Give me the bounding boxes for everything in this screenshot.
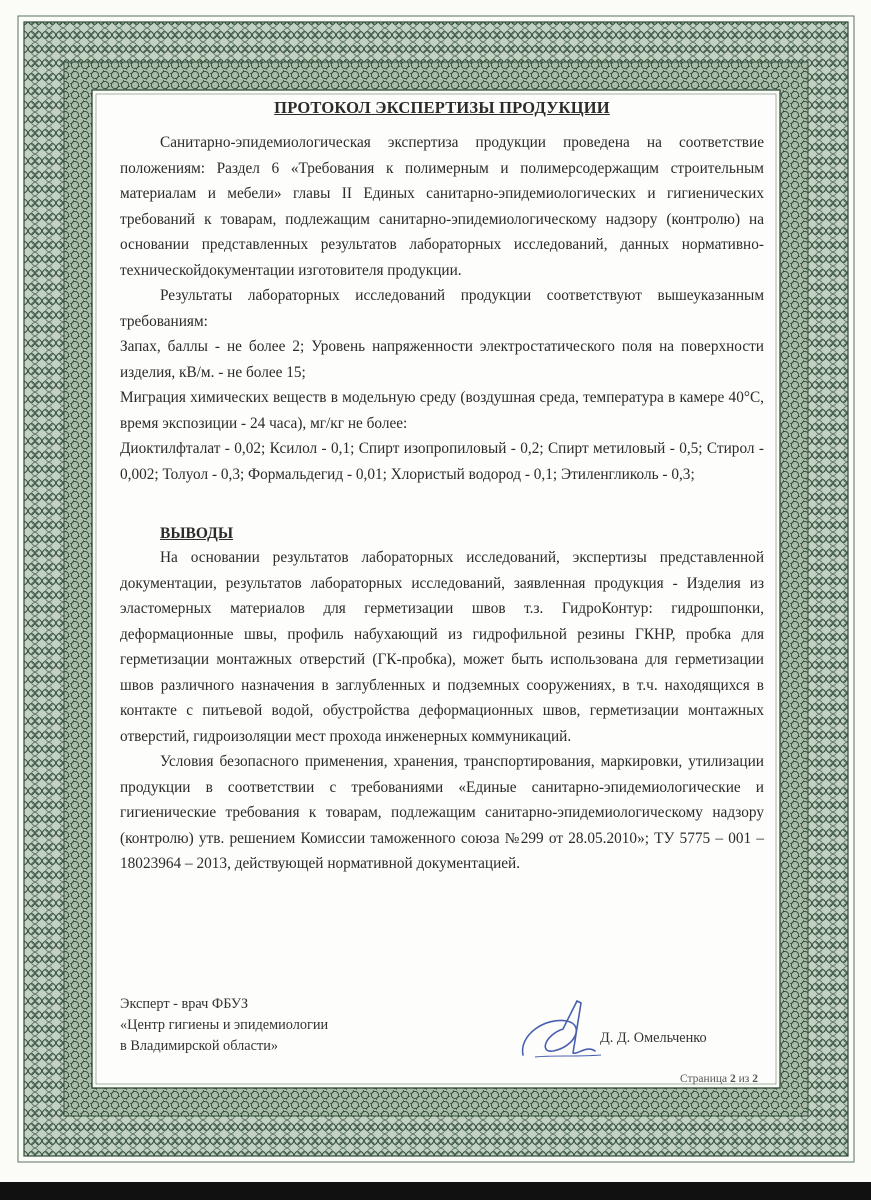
scan-edge xyxy=(0,1182,871,1200)
expert-name: Д. Д. Омельченко xyxy=(600,1030,707,1046)
expert-title-line: Эксперт - врач ФБУЗ xyxy=(120,996,249,1012)
expert-signature-block xyxy=(120,994,480,1057)
document-body xyxy=(120,98,764,877)
handwritten-signature xyxy=(515,995,605,1065)
paragraph-odor: Запах, баллы - не более 2; Уровень напряженности электростатического поля на поверхности изделия, кВ/м. - не более 15; xyxy=(120,338,764,381)
page-total: 2 xyxy=(752,1073,758,1085)
conclusions-heading: ВЫВОДЫ xyxy=(160,525,234,542)
page-number xyxy=(680,1073,758,1085)
paragraph-migration: Миграция химических веществ в модельную среду (воздушная среда, температура в камере 40°С, время экспозиции - 24 часа), мг/кг не более: xyxy=(120,389,764,432)
page-current: 2 xyxy=(729,1073,736,1085)
paragraph-conditions: Условия безопасного применения, хранения, транспортирования, маркировки, утилизации продукции в соответствии с требованиями «Единые санитарно-эпидемиологические и гигиенические требования к товарам, подлежащим санитарно-эпидемиологическому надзору (контролю) утв. решением Комиссии таможенного союза №299 от 28.05.2010»; ТУ 5775 – 001 – 18023964 – 2013, действующей нормативной документацией. xyxy=(120,753,764,872)
page-separator: из xyxy=(738,1073,750,1085)
page-label: Страница xyxy=(680,1073,728,1085)
paragraph-intro: Санитарно-эпидемиологическая экспертиза продукции проведена на соответствие положениям: Раздел 6 «Требования к полимерным и полимерсодержащим строительным материалам и мебели» главы II Единых санитарно-эпидемиологических и гигиенических требований к товарам, подлежащим санитарно-эпидемиологическому надзору (контролю) на основании представленных результатов лабораторных исследований, данных нормативно-техническойдокументации изготовителя продукции. xyxy=(120,134,764,279)
paragraph-results: Результаты лабораторных исследований продукции соответствуют вышеуказанным требованиям: xyxy=(120,287,764,330)
expert-organization-line: «Центр гигиены и эпидемиологии xyxy=(120,1017,329,1033)
paragraph-substances: Диоктилфталат - 0,02; Ксилол - 0,1; Спирт изопропиловый - 0,2; Спирт метиловый - 0,5; Стирол - 0,002; Толуол - 0,3; Формальдегид - 0,01; Хлористый водород - 0,1; Этиленгликоль - 0,3; xyxy=(120,440,764,483)
expert-region-line: в Владимирской области» xyxy=(120,1038,278,1054)
document-title: ПРОТОКОЛ ЭКСПЕРТИЗЫ ПРОДУКЦИИ xyxy=(274,98,610,117)
paragraph-conclusion: На основании результатов лабораторных исследований, экспертизы представленной документации, результатов лабораторных исследований, заявленная продукция - Изделия из эластомерных материалов для герметизации швов т.з. ГидроКонтур: гидрошпонки, деформационные швы, профиль набухающий из гидрофильной резины ГКНР, пробка для герметизации монтажных отверстий (ГК-пробка), может быть использована для герметизации швов различного назначения в заглубленных и подземных сооружениях, в т.ч. находящихся в контакте с питьевой водой, обустройства деформационных швов, герметизации монтажных отверстий, гидроизоляции мест прохода инженерных коммуникаций. xyxy=(120,549,764,745)
